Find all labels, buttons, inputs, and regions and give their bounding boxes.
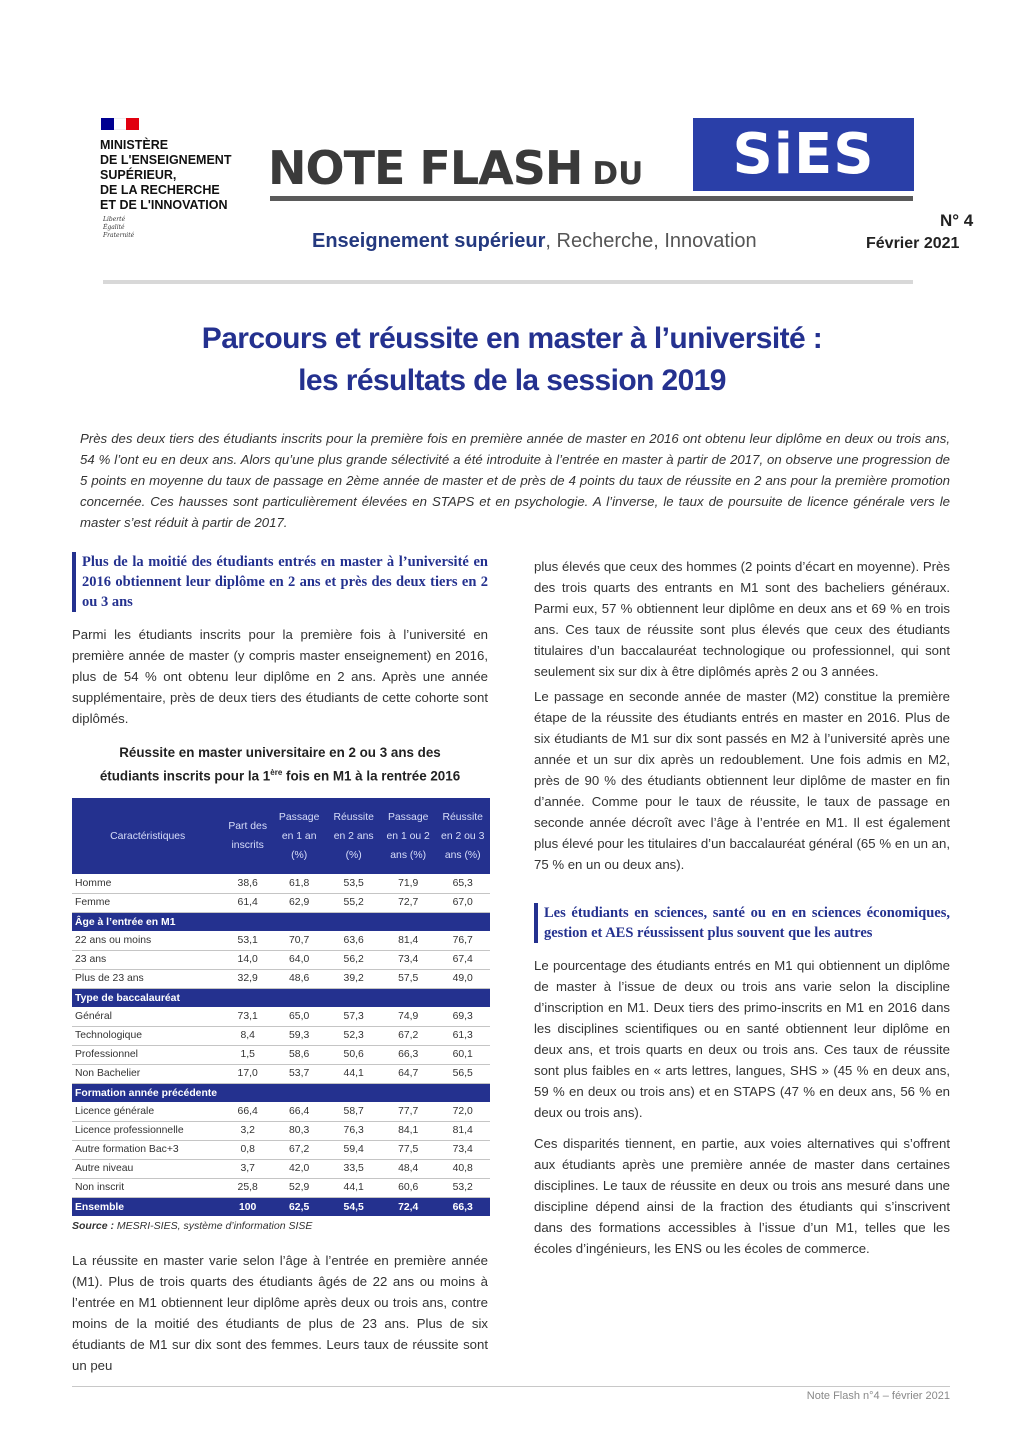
table-row bbox=[72, 893, 490, 912]
ministry-line: MINISTÈRE bbox=[100, 138, 169, 152]
column-header: Part des inscrits bbox=[223, 798, 271, 874]
section-heading-2: Les étudiants en sciences, santé ou en en sciences économiques, gestion et AES réussissent plus souvent que les autres bbox=[534, 903, 950, 943]
table-cell: 58,7 bbox=[326, 1102, 381, 1121]
total-cell: 72,4 bbox=[381, 1197, 436, 1216]
paragraph: Le passage en seconde année de master (M2) constitue la première étape de la réussite des étudiants entrés en master en 2016. Plus de six étudiants de M1 sur dix sont passés en M2 à l’université après une année et un sur dix après un redoublement. Une fois admis en M2, près de 90 % des étudiants obtiennent leur diplôme de master en fin d’année. Comme pour le taux de réussite, le taux de passage en seconde année décroît avec l’âge à l’entrée en M1. Il est également plus élevé pour les titulaires d’un baccalauréat général (65 % en un an, 75 % en un ou deux ans). bbox=[534, 689, 950, 872]
table-cell: 8,4 bbox=[223, 1026, 271, 1045]
table-cell: 81,4 bbox=[381, 931, 436, 950]
flag-blue bbox=[101, 118, 114, 130]
issue-date: Février 2021 bbox=[866, 235, 960, 252]
total-cell: 54,5 bbox=[326, 1197, 381, 1216]
table-cell: 56,5 bbox=[435, 1064, 490, 1083]
table-cell: 1,5 bbox=[223, 1045, 271, 1064]
right-column bbox=[534, 556, 950, 1259]
du-text: DU bbox=[592, 156, 644, 192]
table-cell: 66,4 bbox=[223, 1102, 271, 1121]
table-cell: 61,4 bbox=[223, 893, 271, 912]
table-group-row bbox=[72, 912, 490, 931]
table-group-label: Âge à l’entrée en M1 bbox=[72, 912, 490, 931]
document-header bbox=[0, 0, 1024, 300]
table-cell: 65,3 bbox=[435, 874, 490, 893]
table-cell: 67,2 bbox=[272, 1140, 327, 1159]
table-cell: 44,1 bbox=[326, 1064, 381, 1083]
table-cell: 38,6 bbox=[223, 874, 271, 893]
results-table bbox=[72, 798, 490, 1216]
table-cell: 74,9 bbox=[381, 1007, 436, 1026]
source-label: Source : bbox=[72, 1220, 115, 1233]
paragraph: plus élevés que ceux des hommes (2 points d’écart en moyenne). Près des trois quarts des entrants en M1 sont des bacheliers généraux. Parmi eux, 57 % obtiennent leur diplôme en deux ans et 69 % en trois ans. Ces taux de réussite sont plus élevés que ceux des étudiants titulaires d’un baccalauréat technologique ou professionnel, qui sont seulement six sur dix à être diplômés après 2 ou 3 années. bbox=[534, 559, 950, 679]
table-cell: 57,5 bbox=[381, 969, 436, 988]
publication-subtitle bbox=[312, 230, 757, 253]
table-row bbox=[72, 1178, 490, 1197]
table-cell: 55,2 bbox=[326, 893, 381, 912]
table-row-label: Autre formation Bac+3 bbox=[72, 1140, 223, 1159]
table-cell: 52,9 bbox=[272, 1178, 327, 1197]
ministry-line: DE L'ENSEIGNEMENT bbox=[100, 153, 232, 167]
total-label: Ensemble bbox=[72, 1197, 223, 1216]
column-header: Caractéristiques bbox=[72, 798, 223, 874]
table-cell: 53,5 bbox=[326, 874, 381, 893]
total-cell: 62,5 bbox=[272, 1197, 327, 1216]
table-row-label: Professionnel bbox=[72, 1045, 223, 1064]
flag-white bbox=[114, 118, 127, 130]
table-cell: 0,8 bbox=[223, 1140, 271, 1159]
table-row-label: Licence générale bbox=[72, 1102, 223, 1121]
motto-line: Liberté bbox=[103, 216, 126, 223]
table-cell: 60,6 bbox=[381, 1178, 436, 1197]
header-divider bbox=[103, 280, 913, 284]
table-cell: 53,2 bbox=[435, 1178, 490, 1197]
paragraph: Parmi les étudiants inscrits pour la première fois à l’université en première année de master (y compris master enseignement) en 2016, plus de 54 % ont obtenu leur diplôme en 2 ans. Après une année supplémentaire, près de deux tiers des étudiants de cette cohorte sont diplômés. bbox=[72, 627, 488, 726]
table-cell: 40,8 bbox=[435, 1159, 490, 1178]
table-cell: 72,7 bbox=[381, 893, 436, 912]
table-group-row bbox=[72, 1083, 490, 1102]
header-underline bbox=[270, 196, 913, 201]
table-group-row bbox=[72, 988, 490, 1007]
table-cell: 17,0 bbox=[223, 1064, 271, 1083]
table-cell: 66,4 bbox=[272, 1102, 327, 1121]
table-row-label: Non Bachelier bbox=[72, 1064, 223, 1083]
table-cell: 76,7 bbox=[435, 931, 490, 950]
table-cell: 84,1 bbox=[381, 1121, 436, 1140]
table-cell: 39,2 bbox=[326, 969, 381, 988]
table-header-row bbox=[72, 798, 490, 874]
column-header: Réussite en 2 ou 3 ans (%) bbox=[435, 798, 490, 874]
table-row bbox=[72, 1121, 490, 1140]
table-cell: 52,3 bbox=[326, 1026, 381, 1045]
table-title bbox=[72, 743, 488, 786]
subtitle-rest: , Recherche, Innovation bbox=[545, 230, 757, 252]
table-cell: 62,9 bbox=[272, 893, 327, 912]
table-cell: 48,6 bbox=[272, 969, 327, 988]
table-cell: 59,4 bbox=[326, 1140, 381, 1159]
sies-logo: SiES bbox=[693, 118, 914, 191]
table-row-label: 22 ans ou moins bbox=[72, 931, 223, 950]
title-line-2: les résultats de la session 2019 bbox=[298, 364, 726, 397]
table-row bbox=[72, 1064, 490, 1083]
ministry-line: SUPÉRIEUR, bbox=[100, 168, 177, 182]
left-column bbox=[72, 552, 488, 1376]
table-title-line-1: Réussite en master universitaire en 2 ou 3 ans des bbox=[119, 745, 441, 760]
table-row-label: Plus de 23 ans bbox=[72, 969, 223, 988]
table-row bbox=[72, 969, 490, 988]
table-cell: 60,1 bbox=[435, 1045, 490, 1064]
table-group-label: Type de baccalauréat bbox=[72, 988, 490, 1007]
table-title-sup: ère bbox=[270, 768, 283, 777]
table-cell: 3,7 bbox=[223, 1159, 271, 1178]
table-row bbox=[72, 1026, 490, 1045]
table-cell: 50,6 bbox=[326, 1045, 381, 1064]
table-cell: 59,3 bbox=[272, 1026, 327, 1045]
motto-line: Égalité bbox=[103, 224, 125, 231]
column-header: Réussite en 2 ans (%) bbox=[326, 798, 381, 874]
subtitle-strong: Enseignement supérieur bbox=[312, 230, 546, 252]
table-row bbox=[72, 1102, 490, 1121]
column-header: Passage en 1 an (%) bbox=[272, 798, 327, 874]
table-row-label: Licence professionnelle bbox=[72, 1121, 223, 1140]
table-body bbox=[72, 874, 490, 1216]
table-cell: 25,8 bbox=[223, 1178, 271, 1197]
table-cell: 73,4 bbox=[435, 1140, 490, 1159]
table-cell: 73,1 bbox=[223, 1007, 271, 1026]
table-row-label: Autre niveau bbox=[72, 1159, 223, 1178]
table-row bbox=[72, 950, 490, 969]
table-cell: 63,6 bbox=[326, 931, 381, 950]
table-title-line-2 bbox=[72, 763, 488, 786]
table-title-part: étudiants inscrits pour la 1 bbox=[99, 768, 271, 784]
paragraph: Ces disparités tiennent, en partie, aux voies alternatives qui s’offrent aux étudiants après une première année de master dans certaines disciplines. Le taux de réussite en deux ou trois ans mesuré dans une discipline dépend ainsi de la fraction des étudiants qui s’inscrivent dans des formations accessibles à l’issue d’un M1, telles que les écoles d’ingénieurs, les ENS ou les écoles de commerce. bbox=[534, 1136, 950, 1256]
table-row bbox=[72, 1159, 490, 1178]
table-cell: 53,1 bbox=[223, 931, 271, 950]
table-cell: 65,0 bbox=[272, 1007, 327, 1026]
total-cell: 100 bbox=[223, 1197, 271, 1216]
table-cell: 72,0 bbox=[435, 1102, 490, 1121]
table-cell: 48,4 bbox=[381, 1159, 436, 1178]
ministry-line: ET DE L'INNOVATION bbox=[100, 198, 228, 212]
abstract: Près des deux tiers des étudiants inscrits pour la première fois en première année de master en 2016 ont obtenu leur diplôme en deux ou trois ans, 54 % l’ont eu en deux ans. Alors qu’une plus grande sélectivité a été introduite à l’entrée en master à partir de 2017, on observe une progression de 5 points en moyenne du taux de passage en 2ème année de master et de près de 4 points du taux de réussite en 2 ans pour la première promotion concernée. Ces hausses sont particulièrement élevées en STAPS et en psychologie. A l’inverse, le taux de poursuite de licence générale vers le master s’est réduit à partir de 2017. bbox=[80, 431, 950, 530]
table-cell: 66,3 bbox=[381, 1045, 436, 1064]
ministry-logo-text bbox=[100, 138, 265, 213]
table-row bbox=[72, 931, 490, 950]
issue-number: N° 4 bbox=[940, 211, 974, 230]
paragraph: La réussite en master varie selon l’âge à l’entrée en première année (M1). Plus de trois quarts des étudiants âgés de 22 ans ou moins à l’entrée en M1 obtiennent leur diplôme après deux ou trois ans, contre moins de la moitié des étudiants de plus de 23 ans. Plus de six étudiants de M1 sur dix sont des femmes. Leurs taux de réussite sont un peu bbox=[72, 1253, 488, 1374]
motto-line: Fraternité bbox=[103, 232, 135, 239]
table-cell: 14,0 bbox=[223, 950, 271, 969]
table-cell: 77,5 bbox=[381, 1140, 436, 1159]
table-group-label: Formation année précédente bbox=[72, 1083, 490, 1102]
table-cell: 69,3 bbox=[435, 1007, 490, 1026]
table-cell: 61,8 bbox=[272, 874, 327, 893]
table-cell: 73,4 bbox=[381, 950, 436, 969]
table-row-label: Général bbox=[72, 1007, 223, 1026]
table-row-label: 23 ans bbox=[72, 950, 223, 969]
table-cell: 57,3 bbox=[326, 1007, 381, 1026]
table-cell: 56,2 bbox=[326, 950, 381, 969]
table-cell: 44,1 bbox=[326, 1178, 381, 1197]
table-row bbox=[72, 874, 490, 893]
table-cell: 67,0 bbox=[435, 893, 490, 912]
paragraph: Le pourcentage des étudiants entrés en M1 qui obtiennent un diplôme de master à l’issue de deux ou trois ans varie selon la discipline d’inscription en M1. Deux tiers des primo-inscrits en M1 en 2016 dans les disciplines scientifiques ou en santé obtiennent leur diplôme en deux ans, et trois quarts en deux ou trois ans. Ces taux de réussite sont plus faibles en « arts lettres, langues, SHS » (45 % en deux ans, 59 % en deux ou trois ans) et en STAPS (47 % en deux ans, 56 % en deux ou trois ans). bbox=[534, 958, 950, 1120]
table-row-label: Femme bbox=[72, 893, 223, 912]
table-cell: 71,9 bbox=[381, 874, 436, 893]
table-row-label: Homme bbox=[72, 874, 223, 893]
table-cell: 80,3 bbox=[272, 1121, 327, 1140]
ministry-line: DE LA RECHERCHE bbox=[100, 183, 220, 197]
table-cell: 76,3 bbox=[326, 1121, 381, 1140]
table-total-row bbox=[72, 1197, 490, 1216]
table-cell: 67,2 bbox=[381, 1026, 436, 1045]
table-row bbox=[72, 1045, 490, 1064]
table-title-part: fois en M1 à la rentrée 2016 bbox=[282, 768, 461, 784]
column-header: Passage en 1 ou 2 ans (%) bbox=[381, 798, 436, 874]
source-text: MESRI-SIES, système d’information SISE bbox=[114, 1220, 313, 1233]
table-source bbox=[72, 1218, 488, 1234]
table-cell: 49,0 bbox=[435, 969, 490, 988]
republic-motto bbox=[103, 216, 134, 240]
table-cell: 3,2 bbox=[223, 1121, 271, 1140]
french-flag-icon bbox=[101, 118, 139, 130]
flag-red bbox=[126, 118, 139, 130]
table-cell: 42,0 bbox=[272, 1159, 327, 1178]
table-row-label: Technologique bbox=[72, 1026, 223, 1045]
footer-divider bbox=[72, 1386, 950, 1387]
table-cell: 67,4 bbox=[435, 950, 490, 969]
table-cell: 33,5 bbox=[326, 1159, 381, 1178]
page-footer: Note Flash n°4 – février 2021 bbox=[806, 1390, 950, 1402]
table-cell: 58,6 bbox=[272, 1045, 327, 1064]
table-cell: 81,4 bbox=[435, 1121, 490, 1140]
section-heading-1: Plus de la moitié des étudiants entrés en master à l’université en 2016 obtiennent leur diplôme en 2 ans et près des deux tiers en 2 ou 3 ans bbox=[72, 552, 488, 612]
table-cell: 64,0 bbox=[272, 950, 327, 969]
table-row bbox=[72, 1007, 490, 1026]
table-cell: 61,3 bbox=[435, 1026, 490, 1045]
page-title bbox=[80, 318, 944, 402]
table-cell: 70,7 bbox=[272, 931, 327, 950]
table-row-label: Non inscrit bbox=[72, 1178, 223, 1197]
table-cell: 53,7 bbox=[272, 1064, 327, 1083]
total-cell: 66,3 bbox=[435, 1197, 490, 1216]
table-cell: 32,9 bbox=[223, 969, 271, 988]
note-flash-text: NOTE FLASH bbox=[268, 141, 583, 195]
title-line-1: Parcours et réussite en master à l’université : bbox=[201, 322, 823, 355]
table-cell: 77,7 bbox=[381, 1102, 436, 1121]
table-row bbox=[72, 1140, 490, 1159]
table-cell: 64,7 bbox=[381, 1064, 436, 1083]
note-flash-title bbox=[268, 140, 643, 202]
